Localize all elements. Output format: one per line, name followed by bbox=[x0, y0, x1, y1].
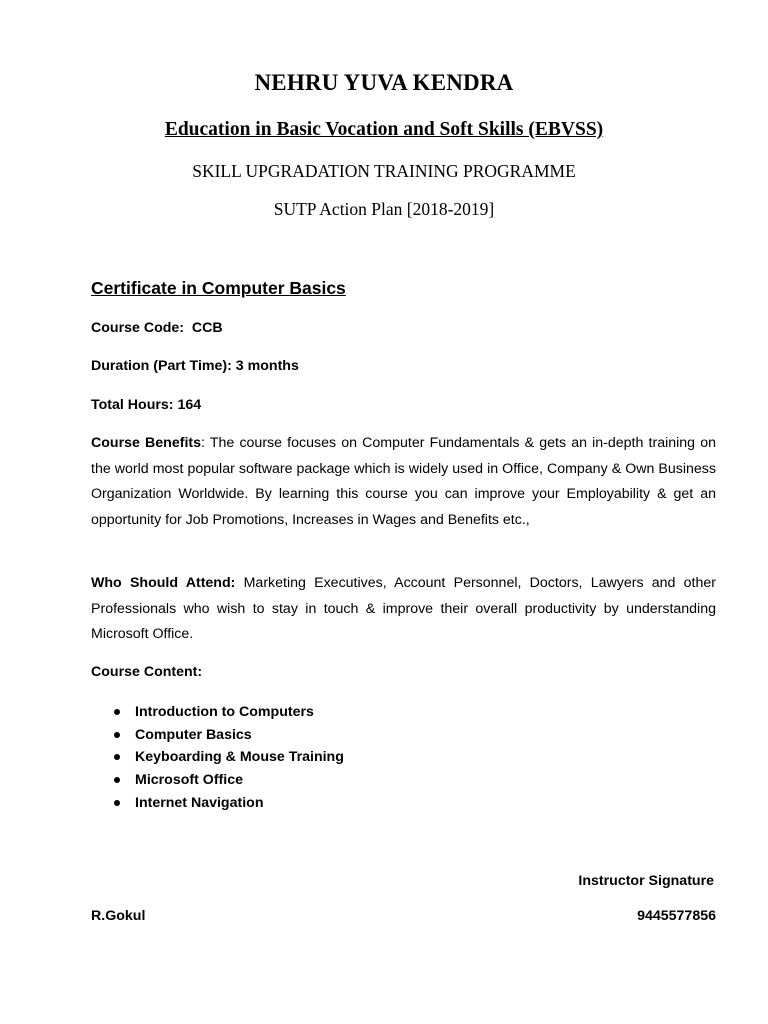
list-item bbox=[112, 746, 344, 769]
bullet-icon bbox=[114, 709, 120, 715]
list-item-text: Keyboarding & Mouse Training bbox=[135, 749, 344, 766]
hours-label: Total Hours: bbox=[91, 397, 174, 413]
document-subtitle: Education in Basic Vocation and Soft Skills (EBVSS) bbox=[164, 119, 604, 140]
duration-value: 3 months bbox=[235, 358, 299, 374]
list-item bbox=[112, 701, 344, 724]
action-plan: SUTP Action Plan [2018-2019] bbox=[273, 199, 495, 219]
bullet-icon bbox=[114, 777, 120, 783]
instructor-name: R.Gokul bbox=[91, 908, 146, 924]
course-content-heading: Course Content: bbox=[91, 664, 203, 680]
course-benefits bbox=[91, 431, 716, 533]
attend-text: Marketing Executives, Account Personnel, Doctors, Lawyers and other Professionals who wish to stay in touch & improve their overall productivity by understanding Microsoft Office. bbox=[91, 575, 716, 642]
programme-name: SKILL UPGRADATION TRAINING PROGRAMME bbox=[192, 161, 576, 181]
duration-label: Duration (Part Time): bbox=[91, 358, 232, 374]
list-item bbox=[112, 769, 344, 792]
course-content-list bbox=[112, 701, 344, 814]
course-code-value: CCB bbox=[191, 320, 223, 336]
bullet-icon bbox=[114, 800, 120, 806]
total-hours bbox=[91, 397, 716, 413]
list-item-text: Computer Basics bbox=[135, 726, 252, 743]
instructor-signature-label: Instructor Signature bbox=[578, 873, 714, 889]
benefits-label: Course Benefits bbox=[91, 435, 202, 451]
hours-value: 164 bbox=[177, 397, 202, 413]
course-duration bbox=[91, 358, 716, 374]
benefits-text: : The course focuses on Computer Fundamentals & gets an in-depth training on the world most popular software package which is widely used in Office, Company & Own Business Organization Worldwide. By learning this course you can improve your Employability & get an opportunity for Job Promotions, Increases in Wages and Benefits etc., bbox=[91, 435, 716, 528]
instructor-phone: 9445577856 bbox=[637, 908, 716, 924]
list-item-text: Microsoft Office bbox=[135, 772, 243, 789]
course-code-label: Course Code: bbox=[91, 320, 185, 336]
attend-label: Who Should Attend: bbox=[91, 575, 236, 591]
list-item-text: Internet Navigation bbox=[135, 794, 264, 811]
list-item bbox=[112, 792, 344, 815]
who-should-attend bbox=[91, 571, 716, 648]
bullet-icon bbox=[114, 754, 120, 760]
course-code bbox=[91, 320, 716, 336]
list-item bbox=[112, 724, 344, 747]
course-heading: Certificate in Computer Basics bbox=[91, 278, 346, 298]
list-item-text: Introduction to Computers bbox=[135, 704, 314, 720]
bullet-icon bbox=[114, 732, 120, 738]
document-title: NEHRU YUVA KENDRA bbox=[254, 70, 514, 95]
